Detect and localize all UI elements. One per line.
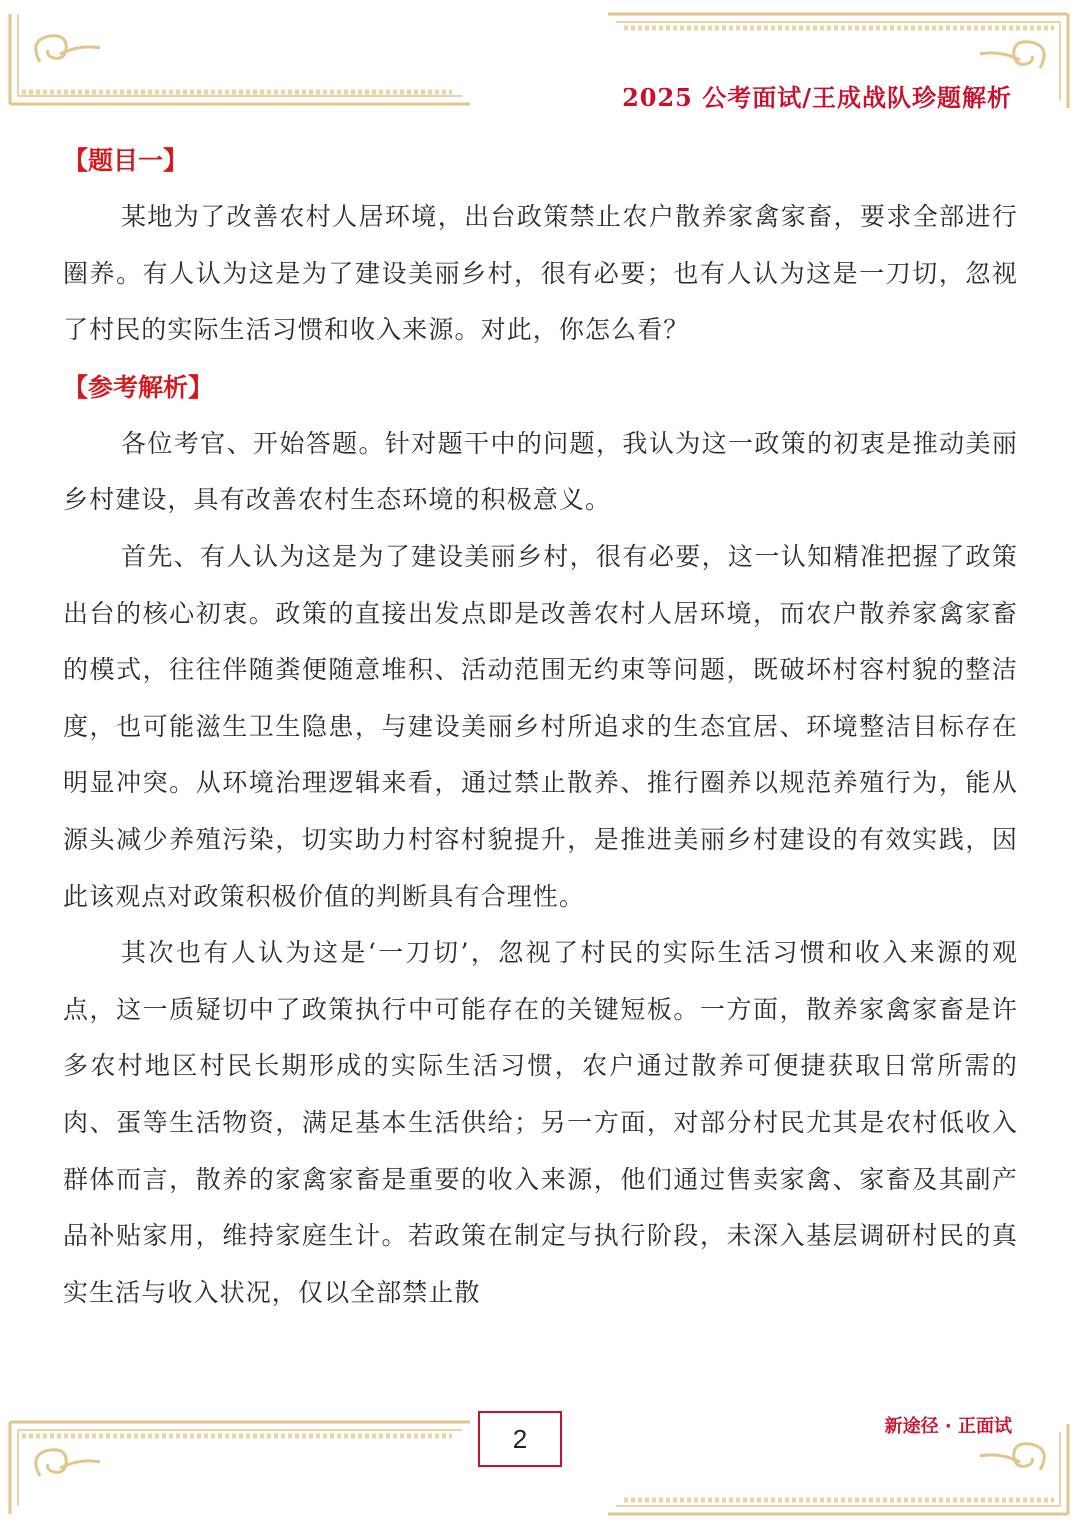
analysis-paragraph: 各位考官、开始答题。针对题干中的问题，我认为这一政策的初衷是推动美丽乡村建设，具有改善农村生态环境的积极意义。 <box>63 428 1018 515</box>
page-number: 2 <box>478 1411 562 1467</box>
top-left-ornament <box>0 0 480 112</box>
analysis-paragraph: 其次也有人认为这是‘一刀切’，忽视了村民的实际生活习惯和收入来源的观点，这一质疑切中了政策执行中可能存在的关键短板。一方面，散养家禽家畜是许多农村地区村民长期形成的实际生活习惯，农户通过散养可便捷获取日常所需的肉、蛋等生活物资，满足基本生活供给；另一方面，对部分村民尤其是农村低收入群体而言，散养的家禽家畜是重要的收入来源，他们通过售卖家禽、家畜及其副产品补贴家用，维持家庭生计。若政策在制定与执行阶段，未深入基层调研村民的真实生活与收入状况，仅以全部禁止散 <box>63 938 1018 1307</box>
question-heading: 【题目一】 <box>63 146 189 175</box>
analysis-paragraph: 首先、有人认为这是为了建设美丽乡村，很有必要，这一认知精准把握了政策出台的核心初衷。政策的直接出发点即是改善农村人居环境，而农户散养家禽家畜的模式，往往伴随粪便随意堆积、活动范围无约束等问题，既破坏村容村貌的整洁度，也可能滋生卫生隐患，与建设美丽乡村所追求的生态宜居、环境整洁目标存在明显冲突。从环境治理逻辑来看，通过禁止散养、推行圈养以规范养殖行为，能从源头减少养殖污染，切实助力村容村貌提升，是推进美丽乡村建设的有效实践，因此该观点对政策积极价值的判断具有合理性。 <box>63 541 1018 911</box>
bottom-left-ornament <box>0 1414 480 1524</box>
header-title: 2025 公考面试/王成战队珍题解析 <box>622 83 1012 112</box>
analysis-heading: 【参考解析】 <box>63 372 214 402</box>
document-body <box>63 132 1018 1321</box>
footer-brand: 新途径 · 正面试 <box>884 1416 1012 1437</box>
question-paragraph: 某地为了改善农村人居环境，出台政策禁止农户散养家禽家畜，要求全部进行圈养。有人认为这是为了建设美丽乡村，很有必要；也有人认为这是一刀切，忽视了村民的实际生活习惯和收入来源。对此，你怎么看？ <box>63 202 1018 345</box>
